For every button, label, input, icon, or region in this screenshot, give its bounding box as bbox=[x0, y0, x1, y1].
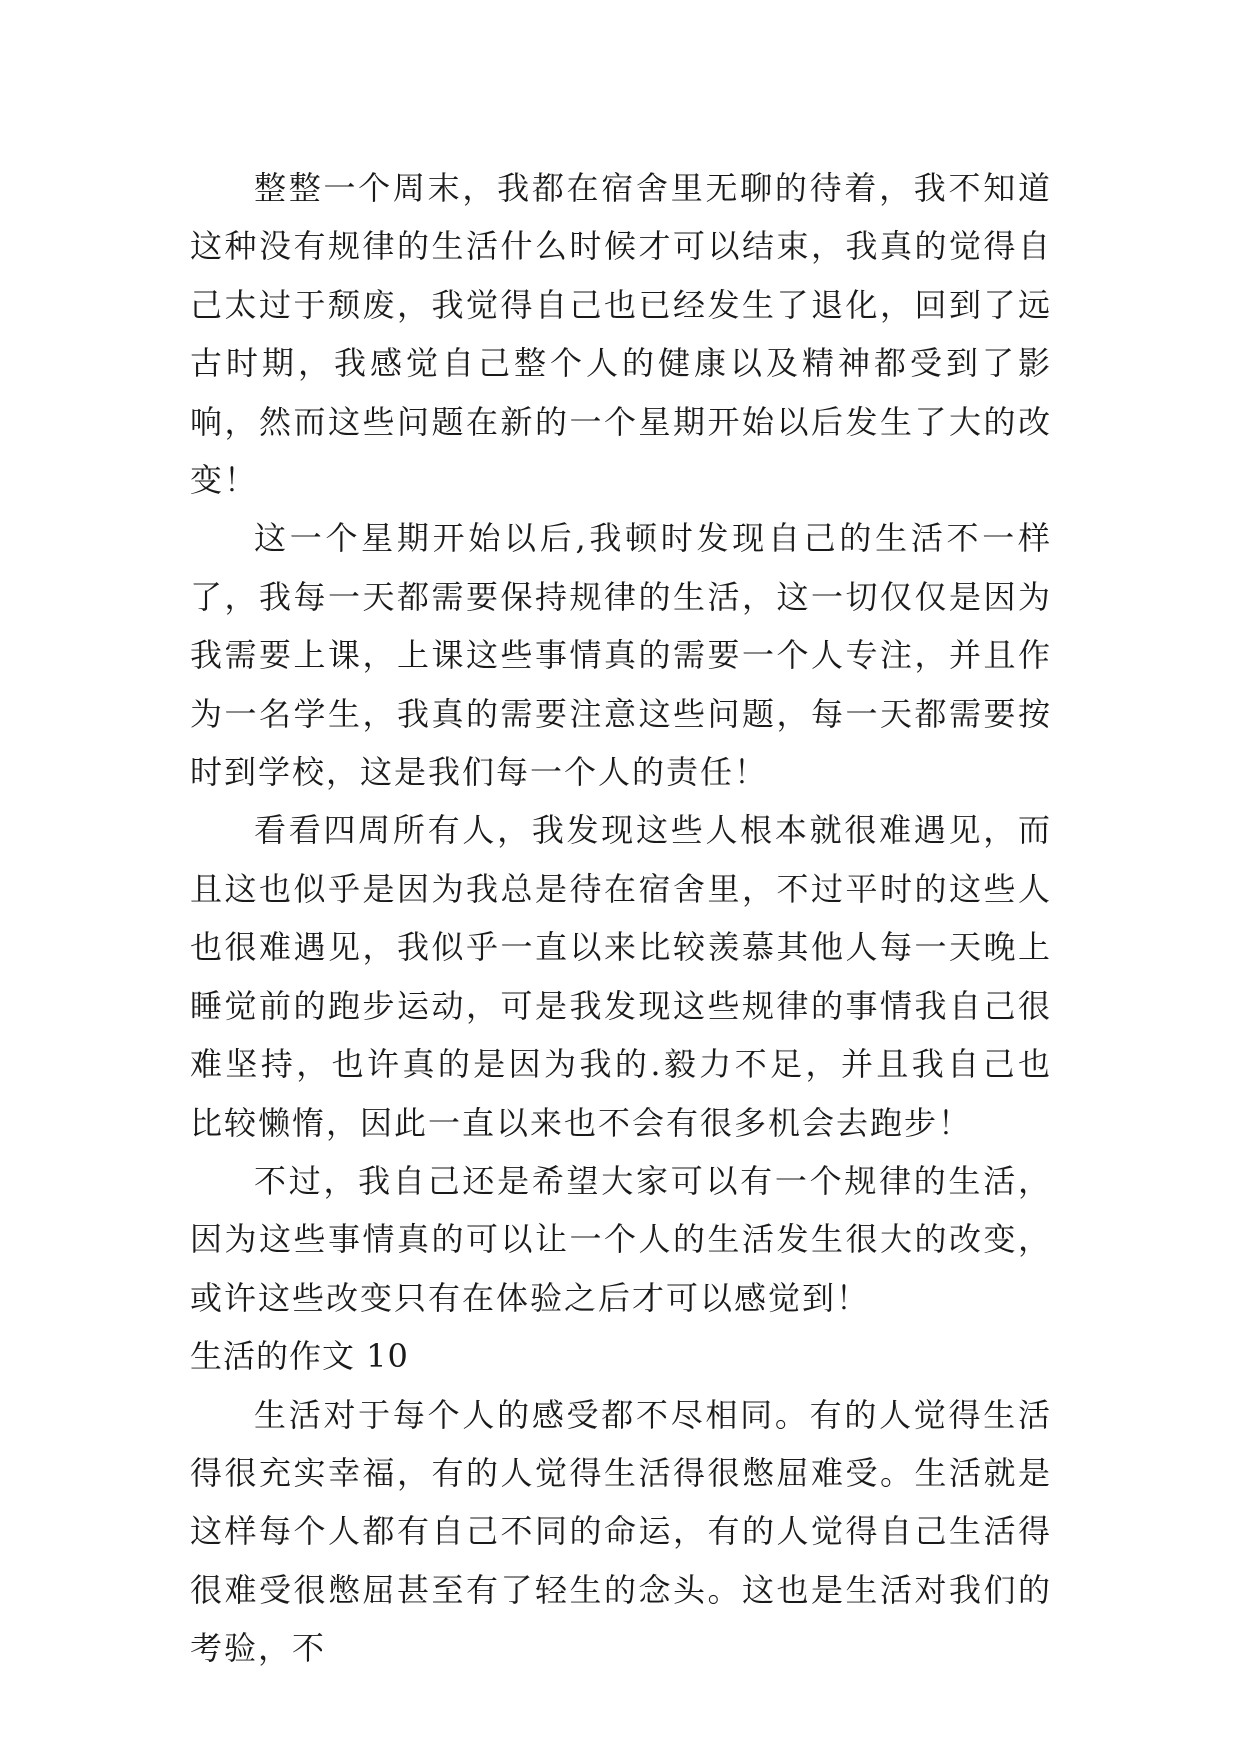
section-heading: 生活的作文 10 bbox=[190, 1337, 409, 1376]
paragraph: 整整一个周末，我都在宿舍里无聊的待着，我不知道这种没有规律的生活什么时候才可以结束，我真的觉得自己太过于颓废，我觉得自己也已经发生了退化，回到了远古时期，我感觉自己整个人的健康以及精神都受到了影响，然而这些问题在新的一个星期开始以后发生了大的改变！ bbox=[190, 169, 1052, 500]
document-body bbox=[190, 159, 1052, 1678]
paragraph: 生活对于每个人的感受都不尽相同。有的人觉得生活得很充实幸福，有的人觉得生活得很憋屈难受。生活就是这样每个人都有自己不同的命运，有的人觉得自己生活得很难受很憋屈甚至有了轻生的念头。这也是生活对我们的考验，不 bbox=[190, 1395, 1052, 1668]
paragraph: 看看四周所有人，我发现这些人根本就很难遇见，而且这也似乎是因为我总是待在宿舍里，不过平时的这些人也很难遇见，我似乎一直以来比较羡慕其他人每一天晚上睡觉前的跑步运动，可是我发现这些规律的事情我自己很难坚持，也许真的是因为我的.毅力不足，并且我自己也比较懒惰，因此一直以来也不会有很多机会去跑步！ bbox=[190, 811, 1052, 1142]
paragraph: 这一个星期开始以后,我顿时发现自己的生活不一样了，我每一天都需要保持规律的生活，这一切仅仅是因为我需要上课，上课这些事情真的需要一个人专注，并且作为一名学生，我真的需要注意这些问题，每一天都需要按时到学校，这是我们每一个人的责任！ bbox=[190, 519, 1052, 792]
paragraph: 不过，我自己还是希望大家可以有一个规律的生活，因为这些事情真的可以让一个人的生活发生很大的改变，或许这些改变只有在体验之后才可以感觉到！ bbox=[190, 1161, 1052, 1317]
